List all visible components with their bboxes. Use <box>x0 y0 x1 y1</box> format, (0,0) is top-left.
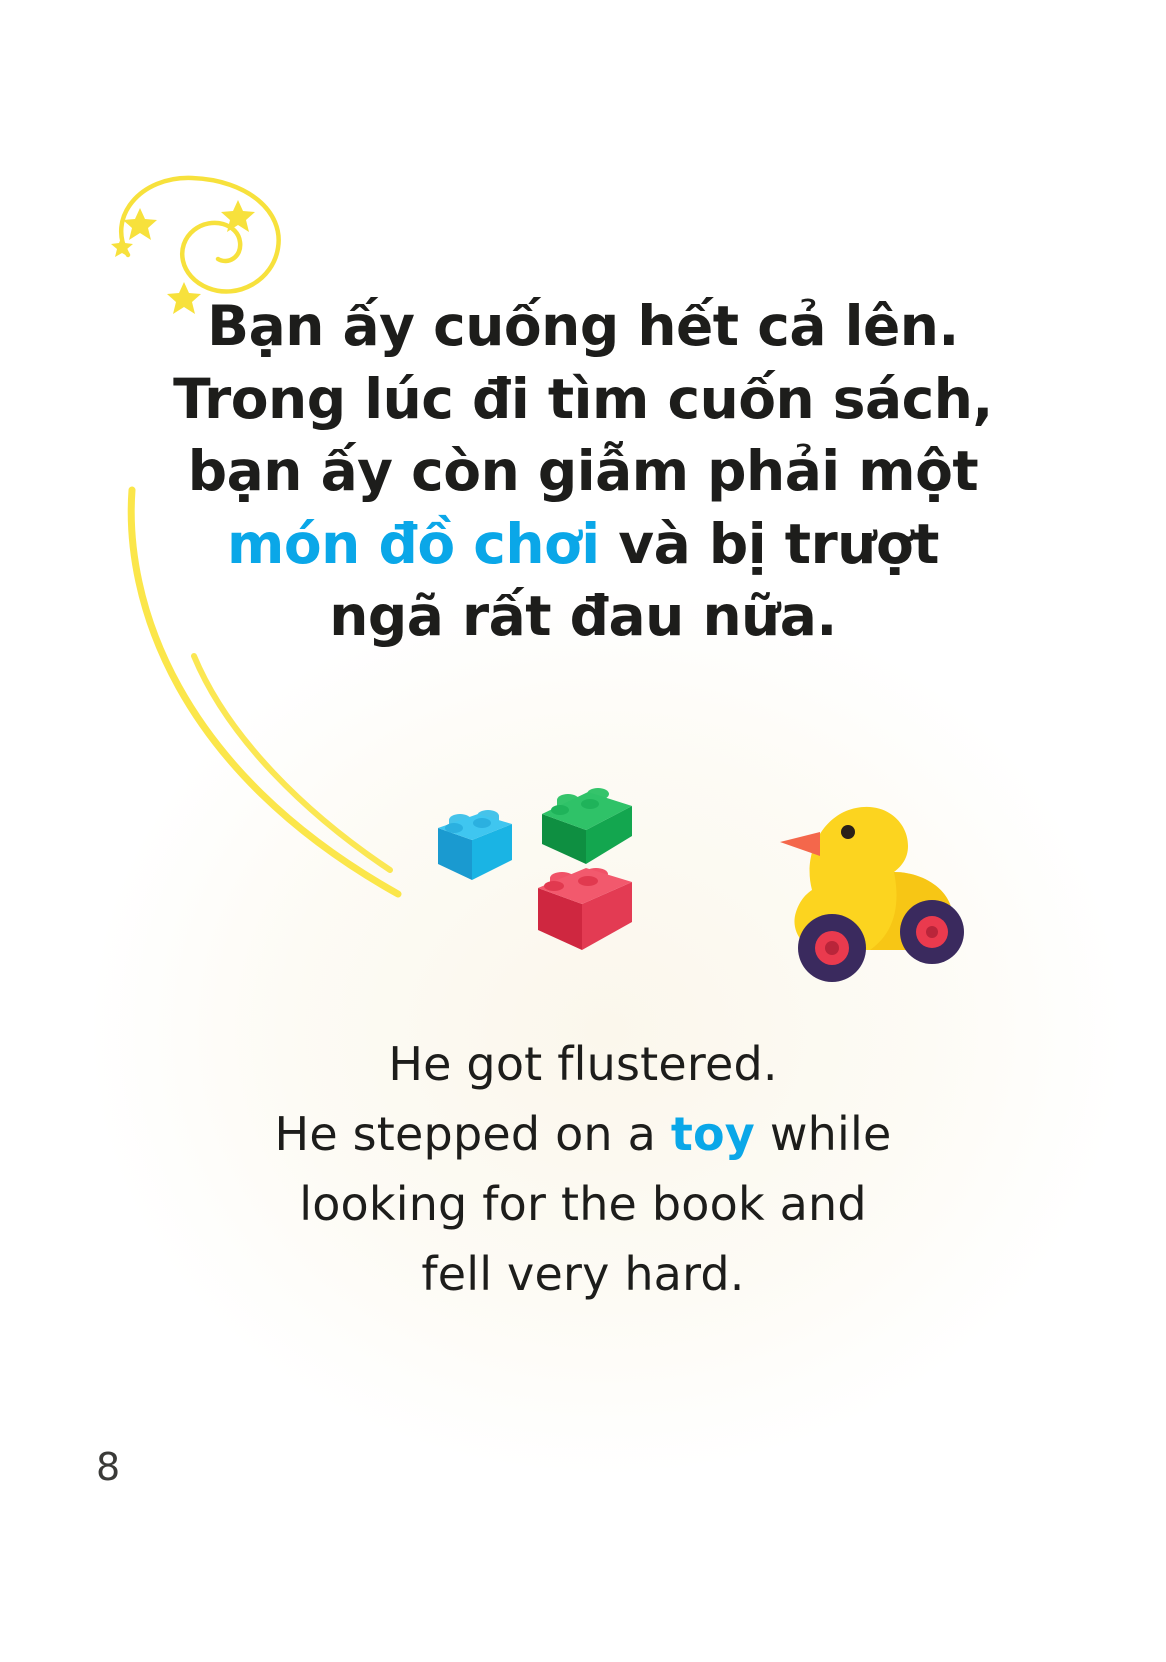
duck-wheel-left <box>798 914 866 982</box>
english-line-4: fell very hard. <box>421 1246 745 1301</box>
english-highlight-toy: toy <box>670 1106 755 1161</box>
red-lego-brick <box>538 868 632 950</box>
yellow-duck-toy <box>780 807 964 982</box>
vietnamese-line-5: ngã rất đau nữa. <box>329 584 837 649</box>
vietnamese-line-2: Trong lúc đi tìm cuốn sách, <box>173 366 993 431</box>
toys-illustration <box>420 780 980 1010</box>
green-lego-brick <box>542 788 632 864</box>
vietnamese-line-4-rest: và bị trượt <box>599 511 939 576</box>
english-line-2-post: while <box>755 1106 892 1161</box>
english-line-3: looking for the book and <box>299 1176 867 1231</box>
vietnamese-paragraph <box>0 290 1166 653</box>
blue-lego-brick <box>438 810 512 880</box>
english-line-2-pre: He stepped on a <box>274 1106 671 1161</box>
page-number: 8 <box>96 1445 121 1489</box>
vietnamese-line-4 <box>0 508 1166 581</box>
vietnamese-highlight-toy: món đồ chơi <box>227 511 600 576</box>
english-line-1: He got flustered. <box>388 1037 778 1091</box>
english-line-2 <box>0 1100 1166 1170</box>
english-paragraph <box>0 1030 1166 1310</box>
duck-wheel-right <box>900 900 964 964</box>
vietnamese-line-3: bạn ấy còn giẫm phải một <box>187 439 979 504</box>
vietnamese-line-1: Bạn ấy cuống hết cả lên. <box>207 294 959 358</box>
